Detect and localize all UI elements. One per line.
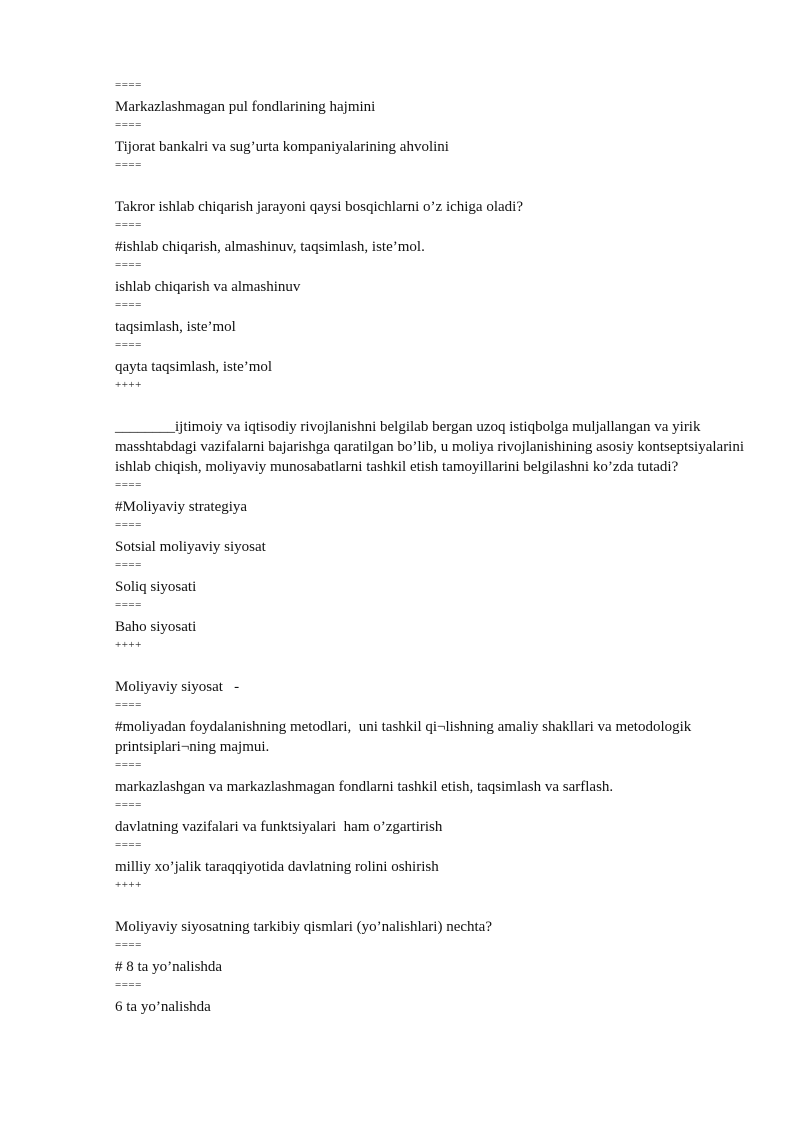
spacer	[115, 177, 755, 197]
answer-option: davlatning vazifalari va funktsiyalari ham o’zgartirish	[115, 819, 443, 835]
separator: ====	[115, 799, 142, 811]
separator: ====	[115, 339, 142, 351]
answer-option: Sotsial moliyaviy siyosat	[115, 539, 266, 555]
answer-option: Tijorat bankalri va sug’urta kompaniyalarining ahvolini	[115, 139, 449, 155]
answer-option: Baho siyosati	[115, 619, 197, 635]
answer-option: ishlab chiqarish va almashinuv	[115, 279, 301, 295]
separator: ====	[115, 119, 142, 131]
answer-option: markazlashgan va markazlashmagan fondlarni tashkil etish, taqsimlash va sarflash.	[115, 779, 614, 795]
question-text: Moliyaviy siyosatning tarkibiy qismlari (yo’nalishlari) nechta?	[115, 919, 492, 935]
end-marker: ++++	[115, 639, 142, 651]
spacer	[115, 657, 755, 677]
answer-option: #Moliyaviy strategiya	[115, 499, 248, 515]
separator: ====	[115, 159, 142, 171]
answer-option: milliy xo’jalik taraqqiyotida davlatning rolini oshirish	[115, 859, 439, 875]
separator: ====	[115, 599, 142, 611]
separator: ====	[115, 519, 142, 531]
question-text: Takror ishlab chiqarish jarayoni qaysi bosqichlarni o’z ichiga oladi?	[115, 199, 523, 215]
separator: ====	[115, 259, 142, 271]
spacer	[115, 397, 755, 417]
separator: ====	[115, 839, 142, 851]
separator: ====	[115, 79, 142, 91]
answer-option: Markazlashmagan pul fondlarining hajmini	[115, 99, 376, 115]
separator: ====	[115, 939, 142, 951]
answer-option: qayta taqsimlash, iste’mol	[115, 359, 273, 375]
question-text: ________ijtimoiy va iqtisodiy rivojlanishni belgilab bergan uzoq istiqbolga muljallangan va yirik masshtabdagi vazifalarni bajarishga qaratilgan bo’lib, u moliya rivojlanishining asosiy kontseptsiyalarini ishlab chiqish, moliyaviy munosabatlarni tashkil etish tamoyillarini belgilashni ko’zda tutadi?	[115, 419, 748, 475]
separator: ====	[115, 559, 142, 571]
separator: ====	[115, 759, 142, 771]
separator: ====	[115, 699, 142, 711]
answer-option: #moliyadan foydalanishning metodlari, uni tashkil qi¬lishning amaliy shakllari va metodologik printsiplari¬ning majmui.	[115, 719, 696, 755]
separator: ====	[115, 299, 142, 311]
document-page	[115, 77, 755, 1017]
answer-option: # 8 ta yo’nalishda	[115, 959, 223, 975]
separator: ====	[115, 479, 142, 491]
answer-option: #ishlab chiqarish, almashinuv, taqsimlash, iste’mol.	[115, 239, 425, 255]
end-marker: ++++	[115, 879, 142, 891]
answer-option: 6 ta yo’nalishda	[115, 999, 211, 1015]
separator: ====	[115, 219, 142, 231]
end-marker: ++++	[115, 379, 142, 391]
separator: ====	[115, 979, 142, 991]
question-text: Moliyaviy siyosat -	[115, 679, 240, 695]
spacer	[115, 897, 755, 917]
answer-option: Soliq siyosati	[115, 579, 197, 595]
answer-option: taqsimlash, iste’mol	[115, 319, 236, 335]
